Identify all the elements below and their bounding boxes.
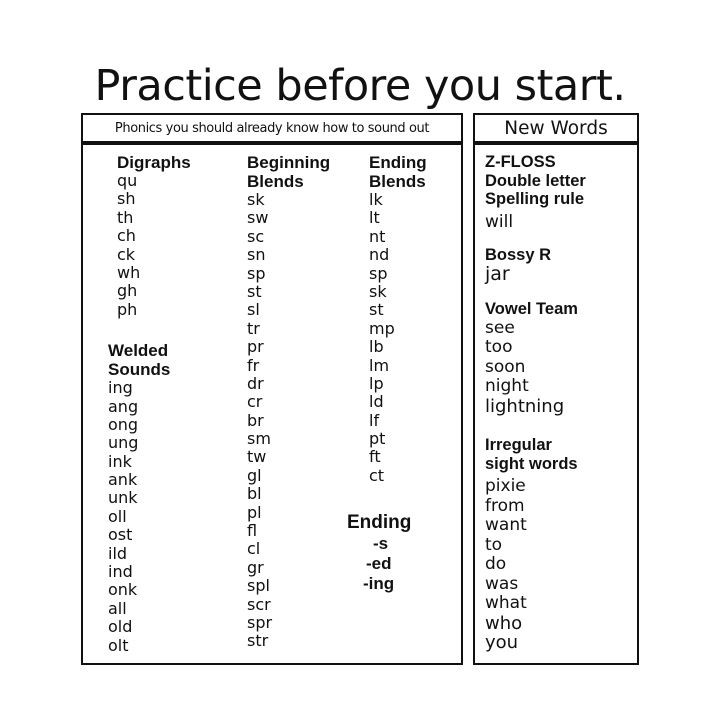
list-item: qu [117,171,138,190]
list-item: unk [108,488,138,508]
new-words-column [485,153,586,653]
list-item: -s [373,534,389,554]
list-item: ank [108,470,138,490]
heading-line: Sounds [108,360,171,380]
list-item: what [485,593,527,613]
list-item: lt [369,208,380,228]
list-item: was [485,573,519,594]
list-item: ft [369,447,381,467]
list-item: ost [108,525,133,545]
heading-line: Double letter [485,171,586,190]
list-item: th [117,207,134,227]
list-item: mp [369,318,395,338]
list-item: ung [108,433,139,453]
list-item: lf [369,410,380,430]
list-item: gl [247,465,262,485]
list-item: ild [108,543,128,563]
list-item: onk [108,580,138,600]
list-item: pt [369,429,386,449]
list-item: oll [108,506,127,526]
list-item: cr [247,392,263,412]
list-item: pr [247,337,264,357]
beginning-blends-list [247,191,330,651]
irregular-list [485,477,586,653]
list-item: ing [108,378,133,398]
digraphs-welded-column [108,153,191,655]
list-item: gr [247,557,264,577]
list-item: from [485,495,525,516]
irregular-heading [485,436,586,473]
page-title: Practice before you start. [94,61,626,111]
list-item: sh [117,189,136,209]
list-item: tr [247,318,260,338]
list-item: pixie [485,476,526,496]
ending-blends-list [347,191,427,485]
vowel-team-heading: Vowel Team [485,300,578,318]
list-item: do [485,554,507,574]
heading-line: sight words [485,454,578,473]
list-item: fl [247,521,258,541]
digraphs-list [108,172,191,319]
list-item: night [485,376,529,396]
beginning-blends-column [247,153,330,651]
list-item: who [485,612,523,634]
list-item: lb [369,337,384,357]
list-item: soon [485,356,526,377]
list-item: gh [117,281,138,301]
list-item: all [108,598,127,618]
list-item: ang [108,396,139,416]
list-item: tw [247,447,267,467]
welded-sounds-list [108,379,191,655]
list-item: too [485,337,513,357]
list-item: dr [247,373,264,393]
phonics-panel-header: Phonics you should already know how to sound out [83,115,461,145]
list-item: sc [247,226,265,246]
list-item: sp [369,263,388,283]
list-item: ld [369,392,384,412]
list-item: spr [247,612,273,632]
bossy-r-heading: Bossy R [485,246,552,264]
list-item: ch [117,226,136,246]
list-item: lightning [485,395,565,417]
ending-blends-heading [347,153,427,191]
list-item: want [485,515,527,535]
heading-line: Spelling rule [485,190,585,208]
heading-line: Irregular [485,436,552,454]
list-item: lk [369,190,383,209]
list-item: you [485,632,519,653]
welded-sounds-heading [108,341,191,379]
list-item: ct [369,465,385,485]
list-item: sp [247,263,266,283]
list-item: jar [485,262,510,285]
new-words-panel-header: New Words [475,115,637,145]
list-item: br [247,410,264,430]
heading-line: Welded [108,341,169,361]
list-item: cl [247,539,261,559]
list-item: str [247,631,269,651]
list-item: sk [247,190,265,209]
list-item: scr [247,594,271,614]
zfloss-heading [485,153,586,209]
list-item: -ing [363,574,395,594]
list-item: ph [117,299,138,319]
heading-line: Ending [369,153,427,172]
list-item: fr [247,355,260,375]
heading-line: Blends [247,172,304,191]
list-item: st [369,300,384,320]
list-item: st [247,281,262,301]
list-item: pl [247,502,262,522]
list-item: old [108,617,133,637]
digraphs-heading: Digraphs [117,153,191,172]
list-item: sw [247,208,269,228]
list-item: sk [369,281,387,301]
list-item: -ed [366,554,392,574]
list-item: lm [369,355,390,375]
list-item: nt [369,226,386,246]
beginning-blends-heading [247,153,330,191]
ending-blends-column [347,153,427,594]
list-item: see [485,317,515,338]
list-item: nd [369,245,390,265]
list-item: olt [108,635,129,655]
list-item: ong [108,414,139,434]
list-item: to [485,534,503,555]
list-item: ck [117,244,136,264]
list-item: will [485,211,514,232]
heading-line: Beginning [247,153,331,172]
ending-list [347,534,427,594]
list-item: wh [117,262,141,282]
list-item: ind [108,562,133,582]
heading-line: Blends [369,172,426,191]
list-item: sn [247,245,266,265]
list-item: bl [247,484,262,504]
list-item: spl [247,576,270,596]
list-item: sl [247,300,260,320]
list-item: lp [369,373,384,393]
heading-line: Z-FLOSS [485,153,556,171]
list-item: ink [108,451,132,471]
ending-heading: Ending [347,512,412,534]
list-item: sm [247,429,271,449]
